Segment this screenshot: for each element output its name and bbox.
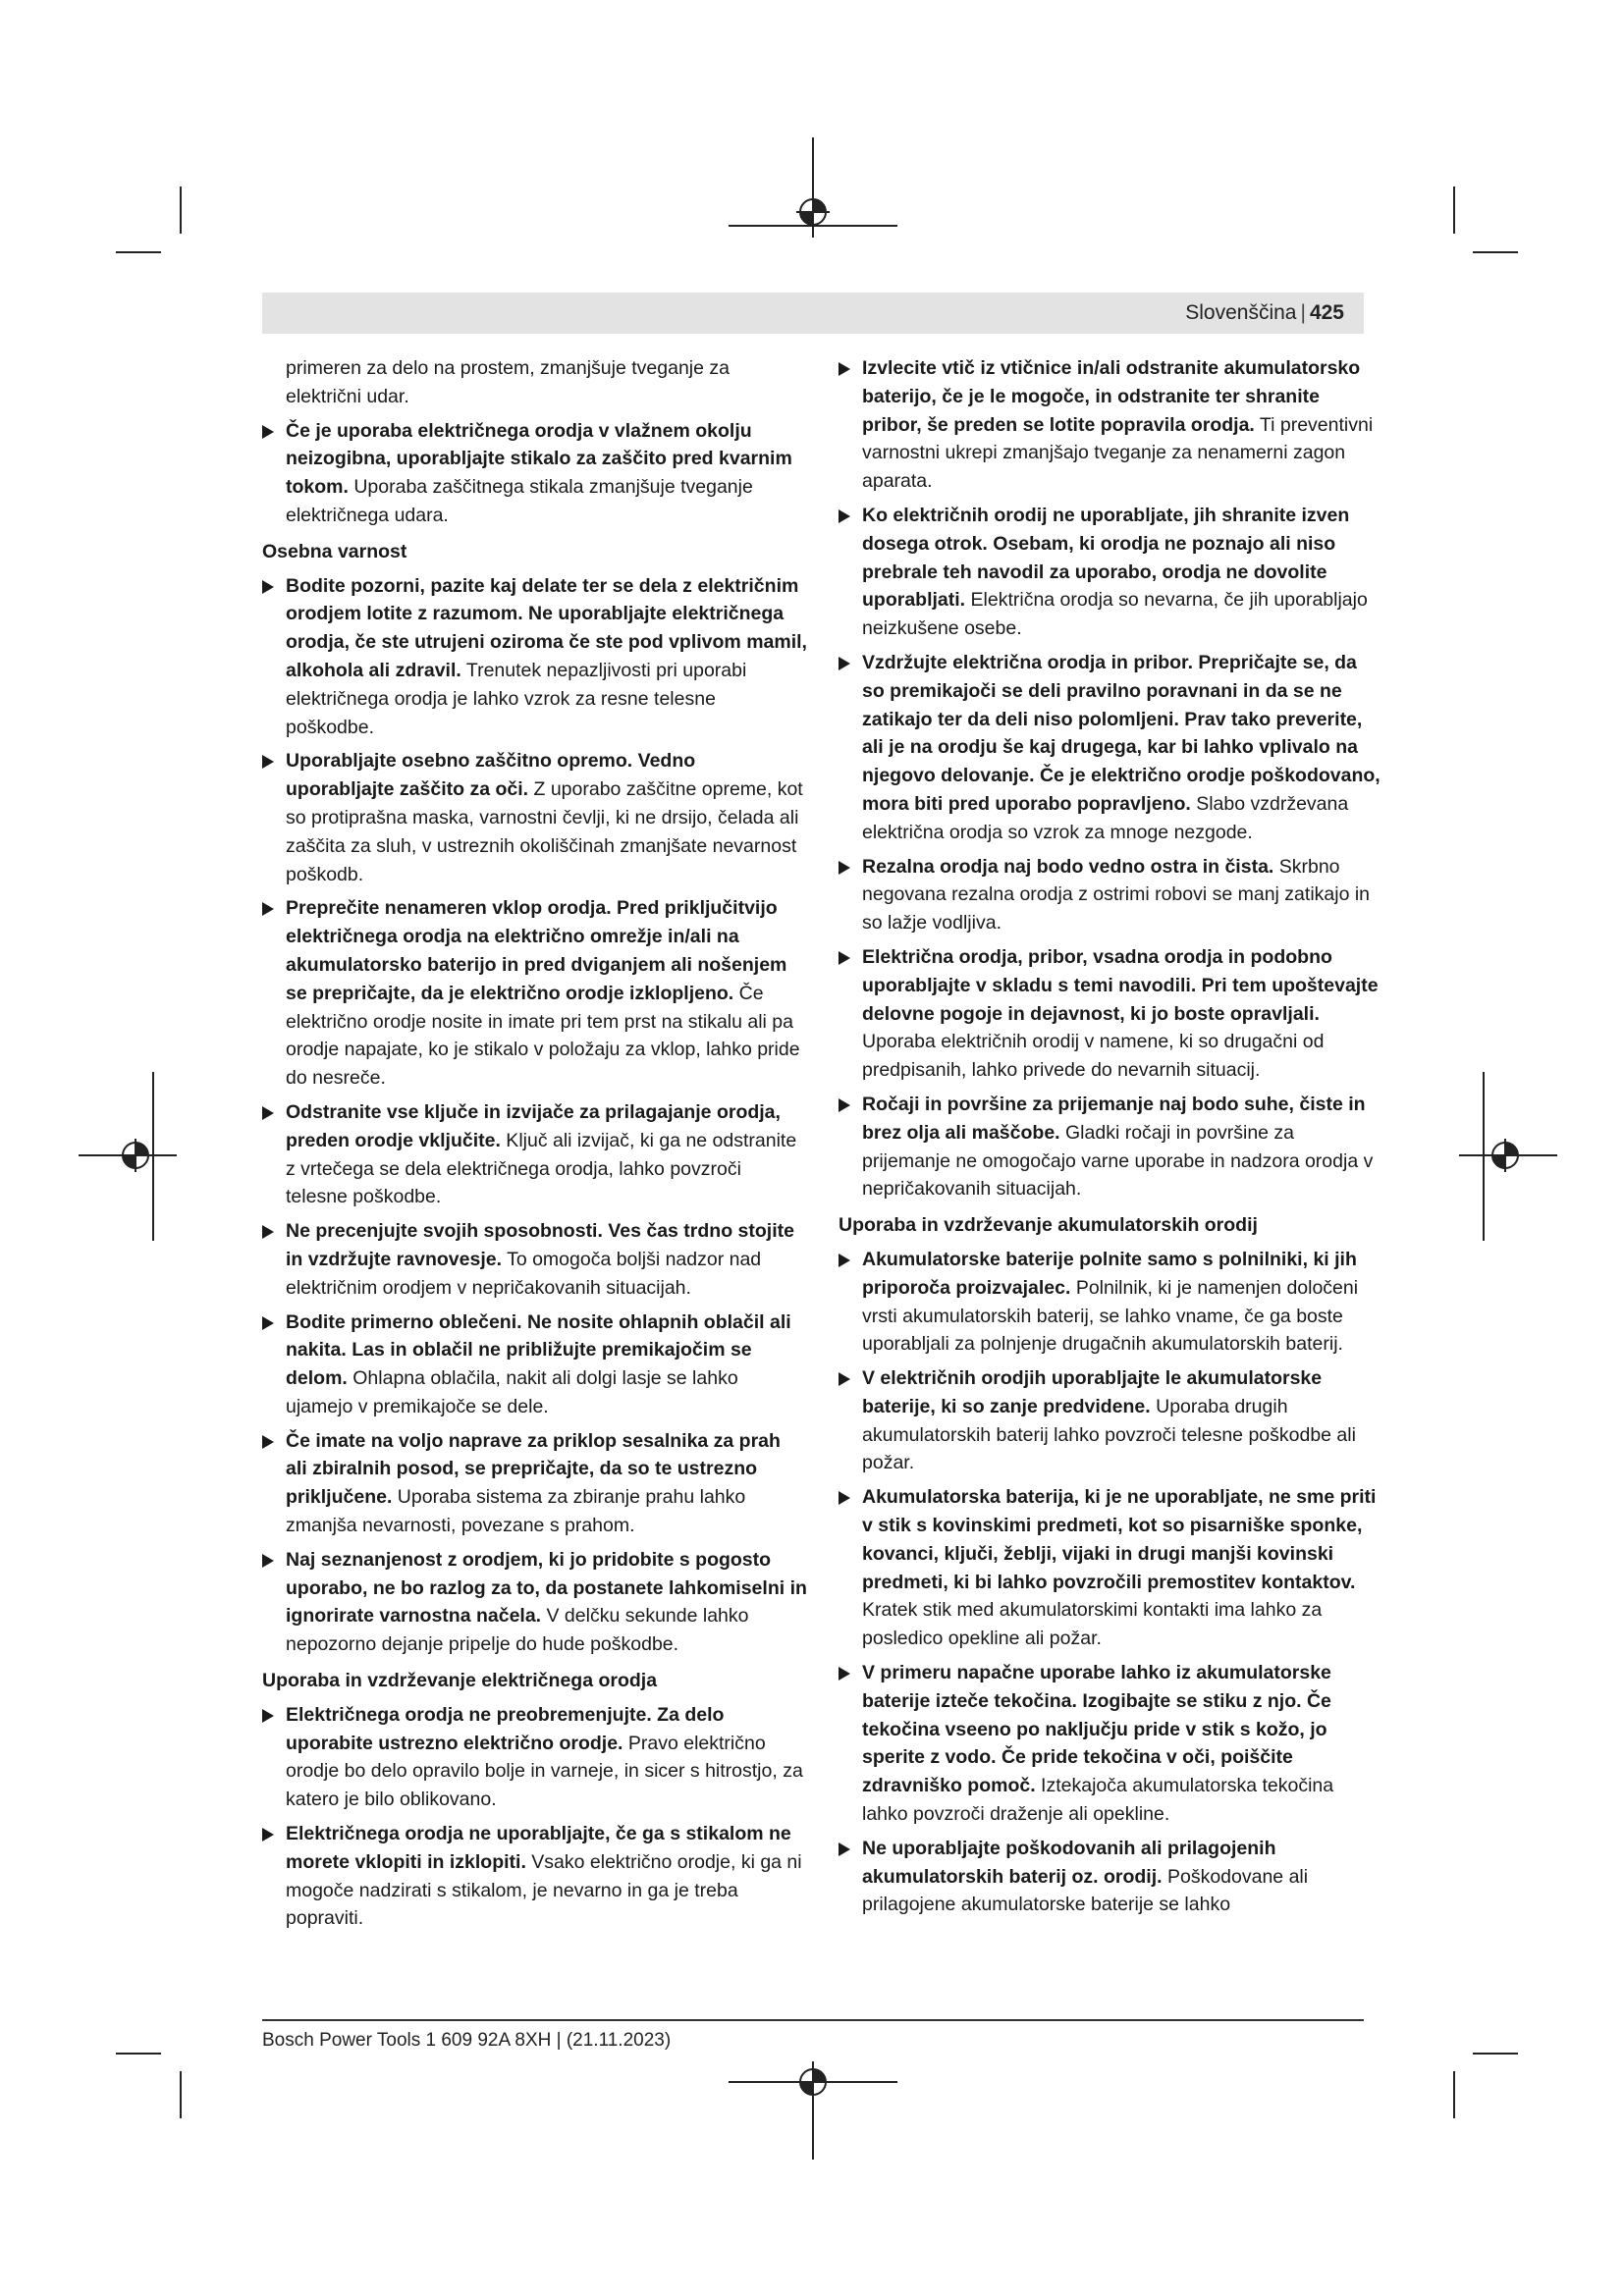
bullet-bold-text: Ročaji in površine za prijemanje naj bodo suhe, čiste in brez olja ali maščobe. (862, 1093, 1366, 1144)
bullet-bold-text: Vzdržujte električna orodja in pribor. Prepričajte se, da so premikajoči se deli pravilno poravnani in da se ne zatikajo ter da deli niso polomljeni. Prav tako preverite, ali je na orodju še kaj drugega, kar bi lahko vplivalo na njegovo delovanje. Če je električno orodje poškodovano, mora biti pred uporabo popravljeno. (862, 651, 1380, 815)
bullet-triangle-icon (839, 657, 850, 670)
list-item (262, 1546, 807, 1659)
bullet-triangle-icon (262, 755, 274, 769)
bullet-triangle-icon (839, 1098, 850, 1112)
bullet-text: Ohlapna oblačila, nakit ali dolgi lasje se lahko ujamejo v premikajoče se dele. (286, 1367, 738, 1417)
crop-mark (1473, 2053, 1518, 2055)
bullet-text: Pravo električno orodje bo delo opravilo bolje in varneje, in sicer s hitrostjo, za katero je bilo oblikovano. (286, 1732, 803, 1811)
bullet-text: Uporaba sistema za zbiranje prahu lahko zmanjša nevarnosti, povezane s prahom. (286, 1486, 746, 1537)
bullet-triangle-icon (839, 362, 850, 376)
list-item (262, 1427, 807, 1540)
bullet-triangle-icon (262, 1435, 274, 1449)
registration-target-icon (796, 2065, 830, 2099)
bullet-text: Poškodovane ali prilagojene akumulatorske baterije se lahko (862, 1865, 1309, 1916)
bullet-text: Skrbno negovana rezalna orodja z ostrimi robovi se manj zatikajo in so lažje vodljiva. (862, 855, 1371, 934)
bullet-text: V delčku sekunde lahko nepozorno dejanje pripelje do hude poškodbe. (286, 1605, 749, 1656)
bullet-bold-text: Rezalna orodja naj bodo vedno ostra in čista. (862, 855, 1274, 878)
bullet-bold-text: Izvlecite vtič iz vtičnice in/ali odstranite akumulatorsko baterijo, če je le mogoče, in odstranite ter shranite pribor, še preden se lotite popravila orodja. (862, 357, 1361, 436)
bullet-bold-text: Če je uporaba električnega orodja v vlažnem okolju neizogibna, uporabljajte stikalo za zaščito pred kvarnim tokom. (286, 419, 792, 499)
bullet-triangle-icon (262, 1554, 274, 1568)
bullet-bold-text: Ko električnih orodij ne uporabljate, jih shranite izven dosega otrok. Osebam, ki orodja ne poznajo ali niso prebrale teh navodil za uporabo, orodja ne dovolite uporabljati. (862, 504, 1350, 612)
bullet-bold-text: Uporabljajte osebno zaščitno opremo. Vedno uporabljajte zaščito za oči. (286, 750, 696, 801)
bullet-bold-text: Bodite pozorni, pazite kaj delate ter se dela z električnim orodjem lotite z razumom. Ne uporabljajte električnega orodja, če ste utrujeni oziroma če ste pod vplivom mamil, alkohola ali zdravil. (286, 574, 807, 681)
bullet-text: Če električno orodje nosite in imate pri tem prst na stikalu ali pa orodje napajate, ko je stikalo v položaju za vklop, lahko pride do nesreče. (286, 982, 800, 1090)
crop-mark (180, 2071, 182, 2118)
list-item (839, 1483, 1383, 1653)
list-item (839, 354, 1383, 496)
bullet-triangle-icon (839, 509, 850, 523)
bullet-triangle-icon (262, 425, 274, 439)
bullet-bold-text: V električnih orodjih uporabljajte le akumulatorske baterije, ki so zanje predvidene. (862, 1367, 1323, 1417)
list-item (839, 1246, 1383, 1359)
list-item (262, 1217, 807, 1302)
bullet-text: Z uporabo zaščitne opreme, kot so protiprašna maska, varnostni čevlji, ki ne drsijo, čelada ali zaščita za sluh, v ustreznih okoliščinah zmanjšate nevarnost poškodb. (286, 778, 803, 885)
bullet-bold-text: Električnega orodja ne preobremenjujte. Za delo uporabite ustrezno električno orodje. (286, 1703, 725, 1754)
bullet-text: Polnilnik, ki je namenjen določeni vrsti akumulatorskih baterij, se lahko vname, če ga boste uporabljali za polnjenje drugačnih akumulatorskih baterij. (862, 1276, 1359, 1356)
registration-target-icon (119, 1139, 152, 1172)
page-header (262, 293, 1364, 334)
section-heading-tool-use: Uporaba in vzdrževanje električnega orodja (262, 1670, 658, 1692)
bullet-text: Električna orodja so nevarna, če jih uporabljajo neizkušene osebe. (862, 589, 1368, 640)
list-item (839, 502, 1383, 643)
header-separator: | (1300, 301, 1306, 324)
bullet-bold-text: Odstranite vse ključe in izvijače za prilagajanje orodja, preden orodje vključite. (286, 1100, 781, 1151)
bullet-bold-text: Akumulatorska baterija, ki je ne uporabljate, ne sme priti v stik s kovinskimi predmeti, kot so pisarniške sponke, kovanci, ključi, žeblji, vijaki in drugi manjši kovinski predmeti, ki bi lahko povzročili premostitev kontaktov. (862, 1486, 1377, 1593)
list-item (262, 417, 807, 530)
bullet-bold-text: Bodite primerno oblečeni. Ne nosite ohlapnih oblačil ali nakita. Las in oblačil ne približujte premikajočim se delom. (286, 1310, 791, 1390)
intro-paragraph: primeren za delo na prostem, zmanjšuje tveganje za električni udar. (286, 357, 730, 407)
header-language: Slovenščina (1185, 301, 1297, 324)
list-item (839, 1091, 1383, 1203)
bullet-triangle-icon (262, 1709, 274, 1723)
list-item (839, 1835, 1383, 1919)
bullet-bold-text: Naj seznanjenost z orodjem, ki jo pridobite s pogosto uporabo, ne bo razlog za to, da postanete lahkomiselni in ignorirate varnostna načela. (286, 1548, 807, 1628)
bullet-text: To omogoča boljši nadzor nad električnim orodjem v nepričakovanih situacijah. (286, 1248, 762, 1299)
bullet-triangle-icon (262, 1106, 274, 1120)
list-item (839, 1659, 1383, 1829)
list-item (262, 747, 807, 888)
crop-mark (116, 251, 161, 253)
bullet-triangle-icon (262, 1316, 274, 1330)
bullet-text: Uporaba drugih akumulatorskih baterij lahko povzroči telesne poškodbe ali požar. (862, 1395, 1356, 1474)
bullet-text: Ti preventivni varnostni ukrepi zmanjšajo tveganje za nenamerni zagon aparata. (862, 413, 1374, 493)
bullet-bold-text: Električna orodja, pribor, vsadna orodja in podobno uporabljajte v skladu s temi navodili. Pri tem upoštevajte delovne pogoje in dejavnost, ki jo boste opravljali. (862, 945, 1379, 1025)
registration-target-icon (1489, 1139, 1522, 1172)
bullet-bold-text: Ne precenjujte svojih sposobnosti. Ves čas trdno stojite in vzdržujte ravnovesje. (286, 1220, 794, 1270)
bullet-triangle-icon (839, 1372, 850, 1386)
bullet-text: Trenutek nepazljivosti pri uporabi električnega orodja je lahko vzrok za resne telesne poškodbe. (286, 659, 747, 738)
bullet-triangle-icon (839, 1491, 850, 1505)
list-item (262, 1308, 807, 1421)
bullet-text: Gladki ročaji in površine za prijemanje ne omogočajo varne uporabe in nadzora orodja v nepričakovanih situacijah. (862, 1121, 1374, 1201)
crop-mark (1473, 251, 1518, 253)
list-item (262, 572, 807, 742)
list-item (839, 649, 1383, 847)
bullet-text: Ključ ali izvijač, ki ga ne odstranite z vrtečega se dela električnega orodja, lahko povzroči telesne poškodbe. (286, 1129, 797, 1208)
list-item (262, 1098, 807, 1211)
bullet-triangle-icon (839, 951, 850, 965)
bullet-text: Vsako električno orodje, ki ga ni mogoče nadzirati s stikalom, je nevarno in ga je treba popraviti. (286, 1850, 802, 1930)
bullet-triangle-icon (262, 902, 274, 916)
section-heading-personal-safety: Osebna varnost (262, 540, 407, 562)
crop-mark (180, 187, 182, 234)
list-item (262, 1701, 807, 1814)
bullet-triangle-icon (839, 861, 850, 875)
registration-line (1483, 1072, 1485, 1241)
registration-line (152, 1072, 154, 1241)
crop-mark (1453, 2071, 1455, 2118)
crop-mark (1453, 187, 1455, 234)
registration-target-icon (796, 195, 830, 229)
bullet-bold-text: V primeru napačne uporabe lahko iz akumulatorske baterije izteče tekočina. Izogibajte se stiku z njo. Če tekočina vseeno po naključju pride v stik s kožo, jo sperite z vodo. Če pride tekočina v oči, poiščite zdravniško pomoč. (862, 1662, 1331, 1797)
bullet-text: Kratek stik med akumulatorskimi kontakti ima lahko za posledico opekline ali požar. (862, 1599, 1323, 1650)
bullet-triangle-icon (262, 1828, 274, 1842)
bullet-triangle-icon (839, 1667, 850, 1681)
bullet-text: Iztekajoča akumulatorska tekočina lahko povzroči draženje ali opekline. (862, 1775, 1334, 1826)
bullet-text: Uporaba zaščitnega stikala zmanjšuje tveganje električnega udara. (286, 476, 753, 526)
bullet-bold-text: Če imate na voljo naprave za priklop sesalnika za prah ali zbiralnih posod, se prepričajte, da so te ustrezno priključene. (286, 1429, 781, 1509)
section-heading-battery: Uporaba in vzdrževanje akumulatorskih orodij (839, 1214, 1258, 1237)
bullet-bold-text: Ne uporabljajte poškodovanih ali prilagojenih akumulatorskih baterij oz. orodij. (862, 1837, 1276, 1888)
page-footer: Bosch Power Tools 1 609 92A 8XH | (21.11.2023) (262, 2030, 672, 2051)
bullet-bold-text: Električnega orodja ne uporabljajte, če ga s stikalom ne morete vklopiti in izklopiti. (286, 1823, 791, 1873)
left-column (262, 354, 807, 1939)
crop-mark (116, 2053, 161, 2055)
list-item (262, 1820, 807, 1933)
list-item (839, 1364, 1383, 1477)
bullet-text: Slabo vzdrževana električna orodja so vzrok za mnoge nezgode. (862, 792, 1349, 843)
list-item (262, 894, 807, 1093)
bullet-triangle-icon (839, 1842, 850, 1856)
footer-divider (262, 2019, 1364, 2021)
bullet-triangle-icon (839, 1254, 850, 1267)
list-item (839, 943, 1383, 1085)
bullet-bold-text: Akumulatorske baterije polnite samo s polnilniki, ki jih priporoča proizvajalec. (862, 1248, 1357, 1299)
right-column (839, 354, 1383, 1925)
bullet-text: Uporaba električnih orodij v namene, ki so drugačni od predpisanih, lahko privede do nevarnih situacij. (862, 1031, 1325, 1082)
list-item (839, 853, 1383, 937)
page-number: 425 (1309, 301, 1344, 324)
bullet-triangle-icon (262, 1225, 274, 1239)
bullet-triangle-icon (262, 580, 274, 594)
bullet-bold-text: Preprečite nenameren vklop orodja. Pred priključitvijo električnega orodja na električno omrežje in/ali na akumulatorsko baterijo in pred dviganjem ali nošenjem se prepričajte, da je električno orodje izklopljeno. (286, 897, 787, 1004)
